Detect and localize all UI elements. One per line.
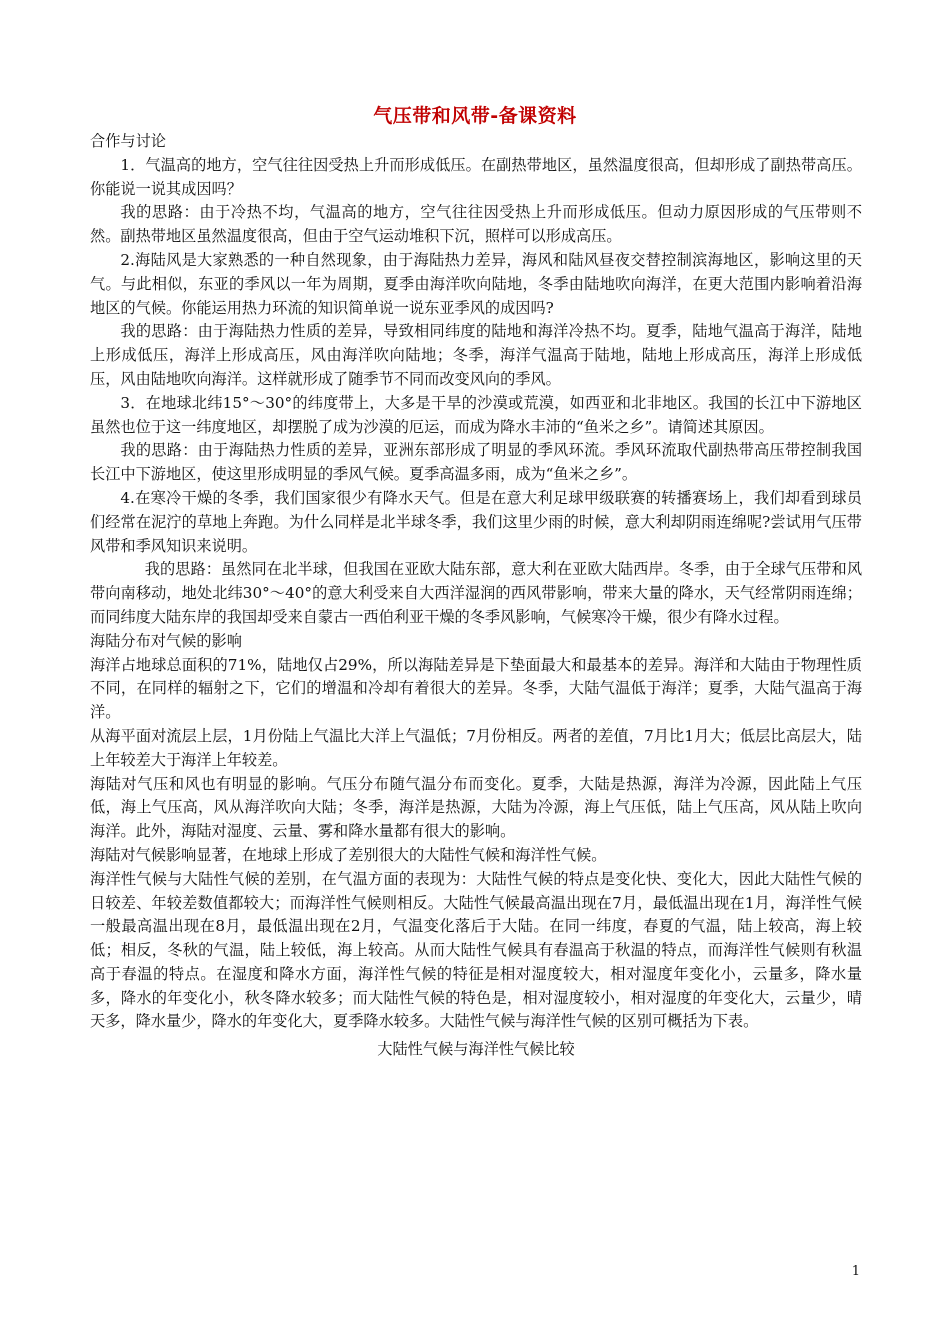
question-4: 4.在寒冷干燥的冬季，我们国家很少有降水天气。但是在意大利足球甲级联赛的转播赛场上，我们却看到球员们经常在泥泞的草地上奔跑。为什么同样是北半球冬季，我们这里少雨的时候，意大利却阴雨连绵呢?尝试用气压带风带和季风知识来说明。 <box>90 488 862 555</box>
question-1: 1．气温高的地方，空气往往因受热上升而形成低压。在副热带地区，虽然温度很高，但却形成了副热带高压。你能说一说其成因吗？ <box>90 155 862 198</box>
paragraph-5: 海洋性气候与大陆性气候的差别，在气温方面的表现为：大陆性气候的特点是变化快、变化大，因此大陆性气候的日较差、年较差数值都较大；而海洋性气候则相反。大陆性气候最高温出现在7月，最低温出现在1月，海洋性气候一般最高温出现在8月，最低温出现在2月，气温变化落后于大陆。在同一纬度，春夏的气温，陆上较高，海上较低；相反，冬秋的气温，陆上较低，海上较高。从而大陆性气候具有春温高于秋温的特点，而海洋性气候则有秋温高于春温的特点。在湿度和降水方面，海洋性气候的特征是相对湿度较大，相对湿度年变化小，云量多，降水量多，降水的年变化小，秋冬降水较多；而大陆性气候的特色是，相对湿度较小，相对湿度的年变化大，云量少，晴天多，降水量少，降水的年变化大，夏季降水较多。大陆性气候与海洋性气候的区别可概括为下表。 <box>90 869 862 1031</box>
answer-3: 我的思路：由于海陆热力性质的差异，亚洲东部形成了明显的季风环流。季风环流取代副热带高压带控制我国长江中下游地区，使这里形成明显的季风气候。夏季高温多雨，成为“鱼米之乡”。 <box>90 441 862 484</box>
page-title: 气压带和风带-备课资料 <box>373 105 577 127</box>
table-caption: 大陆性气候与海洋性气候比较 <box>377 1040 575 1059</box>
document-body <box>90 130 862 1062</box>
section-heading-land-sea: 海陆分布对气候的影响 <box>90 631 242 650</box>
section-heading-discussion: 合作与讨论 <box>90 132 166 150</box>
paragraph-1: 海洋占地球总面积的71%，陆地仅占29%，所以海陆差异是下垫面最大和最基本的差异。海洋和大陆由于物理性质不同，在同样的辐射之下，它们的增温和冷却有着很大的差异。冬季，大陆气温低于海洋；夏季，大陆气温高于海洋。 <box>90 655 862 722</box>
answer-4: 我的思路：虽然同在北半球，但我国在亚欧大陆东部，意大利在亚欧大陆西岸。冬季，由于全球气压带和风带向南移动，地处北纬30°～40°的意大利受来自大西洋湿润的西风带影响，带来大量的降水，天气经常阴雨连绵；而同纬度大陆东岸的我国却受来自蒙古一西伯利亚干燥的冬季风影响，气候寒冷干燥，很少有降水过程。 <box>90 560 862 626</box>
page-number: 1 <box>851 1264 860 1279</box>
paragraph-2: 从海平面对流层上层，1月份陆上气温比大洋上气温低；7月份相反。两者的差值，7月比1月大；低层比高层大，陆上年较差大于海洋上年较差。 <box>90 726 862 769</box>
paragraph-3: 海陆对气压和风也有明显的影响。气压分布随气温分布而变化。夏季，大陆是热源，海洋为冷源，因此陆上气压低，海上气压高，风从海洋吹向大陆；冬季，海洋是热源，大陆为冷源，海上气压低，陆上气压高，风从陆上吹向海洋。此外，海陆对湿度、云量、雾和降水量都有很大的影响。 <box>90 774 862 841</box>
question-3: 3．在地球北纬15°～30°的纬度带上，大多是干旱的沙漠或荒漠，如西亚和北非地区。我国的长江中下游地区虽然也位于这一纬度地区，却摆脱了成为沙漠的厄运，而成为降水丰沛的“鱼米之乡”。请简述其原因。 <box>90 393 862 436</box>
question-2: 2.海陆风是大家熟悉的一种自然现象，由于海陆热力差异，海风和陆风昼夜交替控制滨海地区，影响这里的天气。与此相似，东亚的季风以一年为周期，夏季由海洋吹向陆地，冬季由陆地吹向海洋，在更大范围内影响着沿海地区的气候。你能运用热力环流的知识简单说一说东亚季风的成因吗? <box>90 250 862 317</box>
paragraph-4: 海陆对气候影响显著，在地球上形成了差别很大的大陆性气候和海洋性气候。 <box>90 845 607 864</box>
answer-2: 我的思路：由于海陆热力性质的差异，导致相同纬度的陆地和海洋冷热不均。夏季，陆地气温高于海洋，陆地上形成低压，海洋上形成高压，风由海洋吹向陆地；冬季，海洋气温高于陆地，陆地上形成高压，海洋上形成低压，风由陆地吹向海洋。这样就形成了随季节不同而改变风向的季风。 <box>90 322 862 388</box>
answer-1: 我的思路：由于冷热不均，气温高的地方，空气往往因受热上升而形成低压。但动力原因形成的气压带则不然。副热带地区虽然温度很高，但由于空气运动堆积下沉，照样可以形成高压。 <box>90 203 862 246</box>
